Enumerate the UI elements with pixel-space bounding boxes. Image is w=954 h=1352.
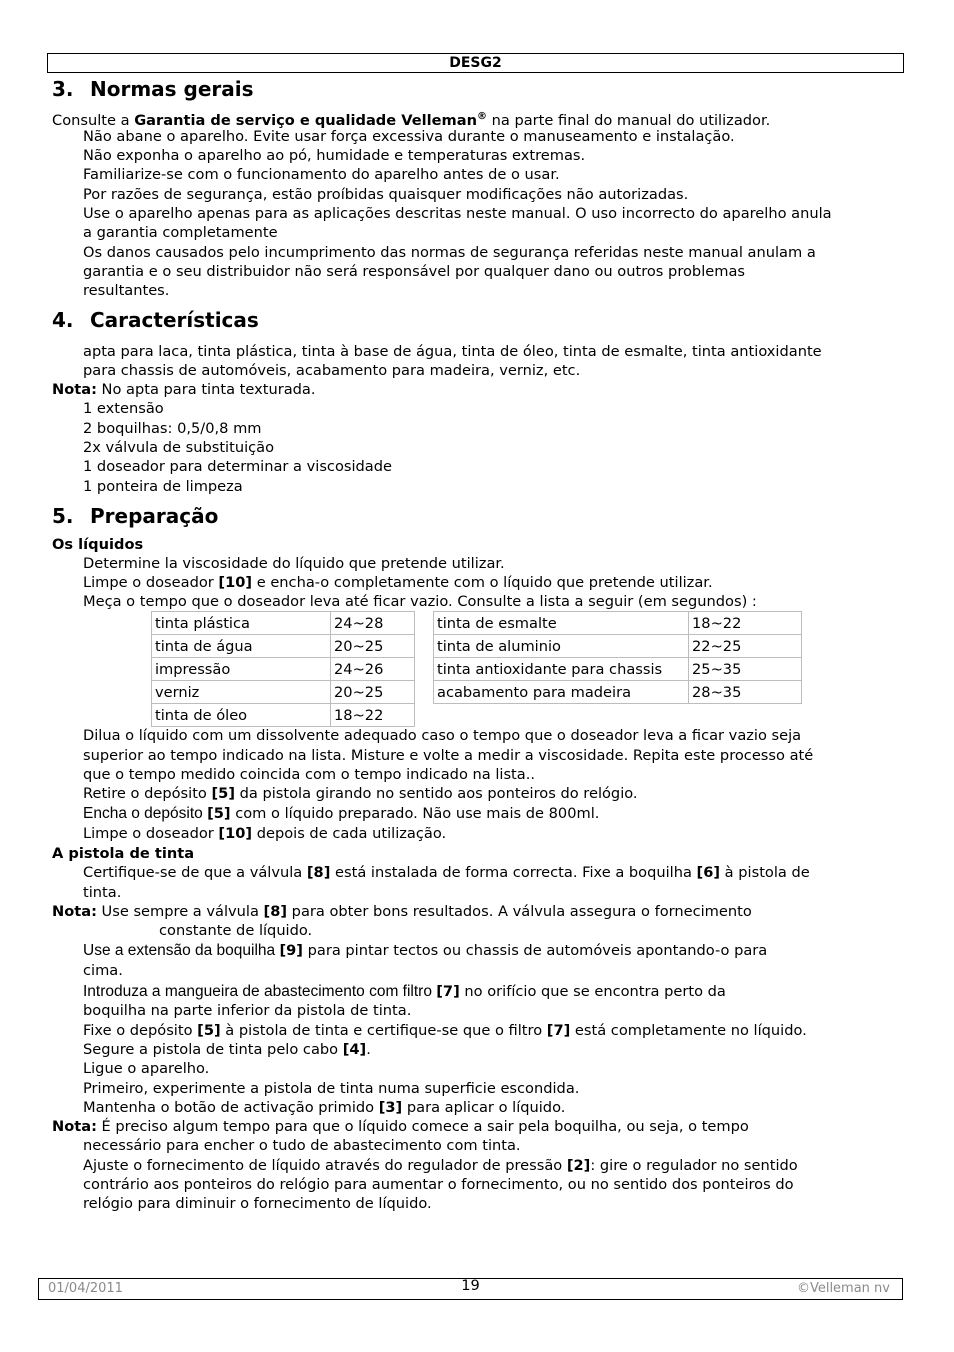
table-cell: tinta plástica (152, 612, 331, 635)
section-4-line: apta para laca, tinta plástica, tinta à base de água, tinta de óleo, tinta de esmalte, tinta antioxidante (83, 343, 822, 360)
section-5-line: Retire o depósito [5] da pistola girando no sentido aos ponteiros do relógio. (83, 785, 638, 802)
table-cell: verniz (152, 681, 331, 704)
table-cell: 25~35 (689, 658, 802, 681)
section-5-line: Limpe o doseador [10] e encha-o completamente com o líquido que pretende utilizar. (83, 574, 713, 591)
section-5-line: Primeiro, experimente a pistola de tinta numa superficie escondida. (83, 1080, 580, 1097)
note-delay: Nota: É preciso algum tempo para que o líquido comece a sair pela boquilha, ou seja, o tempo (52, 1118, 749, 1135)
note-valve: Nota: Use sempre a válvula [8] para obter bons resultados. A válvula assegura o fornecimento (52, 903, 752, 920)
section-4-line: para chassis de automóveis, acabamento para madeira, verniz, etc. (83, 362, 581, 379)
table-cell: 18~22 (331, 704, 415, 727)
section-3-line: Use o aparelho apenas para as aplicações descritas neste manual. O uso incorrecto do aparelho anula (83, 205, 832, 222)
page-number: 19 (461, 1277, 480, 1294)
table-cell: tinta de esmalte (434, 612, 689, 635)
section-3-line: a garantia completamente (83, 224, 278, 241)
section-5-line: cima. (83, 962, 123, 979)
table-row (434, 681, 802, 704)
section-3-line: Por razões de segurança, estão proíbidas quaisquer modificações não autorizadas. (83, 186, 689, 203)
footer-bar (38, 1278, 903, 1300)
section-3-line: Os danos causados pelo incumprimento das normas de segurança referidas neste manual anulam a (83, 244, 816, 261)
section-5-line: contrário aos ponteiros do relógio para aumentar o fornecimento, ou no sentido dos ponteiros do (83, 1176, 794, 1193)
section-5-line: Certifique-se de que a válvula [8] está instalada de forma correcta. Fixe a boquilha [6] à pistola de (83, 864, 810, 881)
section-5-line: Use a extensão da boquilha [9] para pintar tectos ou chassis de automóveis apontando-o para (83, 942, 768, 959)
table-cell: tinta de óleo (152, 704, 331, 727)
section-3-line: Familiarize-se com o funcionamento do aparelho antes de o usar. (83, 166, 560, 183)
section-5-line: Introduza a mangueira de abastecimento com filtro [7] no orifício que se encontra perto da (83, 983, 726, 1000)
section-5-line: Fixe o depósito [5] à pistola de tinta e certifique-se que o filtro [7] está completamente no líquido. (83, 1022, 807, 1039)
table-cell: 20~25 (331, 635, 415, 658)
section-5-line: Encha o depósito [5] com o líquido preparado. Não use mais de 800ml. (83, 805, 600, 822)
section-4-item: 2 boquilhas: 0,5/0,8 mm (83, 420, 262, 437)
table-cell: 18~22 (689, 612, 802, 635)
table-cell: 24~28 (331, 612, 415, 635)
table-row (152, 658, 415, 681)
viscosity-table-right (433, 611, 802, 704)
section-3-line: Não abane o aparelho. Evite usar força excessiva durante o manuseamento e instalação. (83, 128, 735, 145)
section-5-line: relógio para diminuir o fornecimento de líquido. (83, 1195, 432, 1212)
section-3-intro: Consulte a Garantia de serviço e qualidade Velleman® na parte final do manual do utilizador. (52, 111, 771, 129)
section-5-line: Ligue o aparelho. (83, 1060, 210, 1077)
section-5-line: Mantenha o botão de activação primido [3] para aplicar o líquido. (83, 1099, 566, 1116)
section-3-line: resultantes. (83, 282, 170, 299)
section-5-line: que o tempo medido coincida com o tempo indicado na lista.. (83, 766, 536, 783)
table-cell: 24~26 (331, 658, 415, 681)
section-3-line: garantia e o seu distribuidor não será responsável por qualquer dano ou outros problemas (83, 263, 745, 280)
section-4-item: 1 extensão (83, 400, 164, 417)
note-delay-cont: necessário para encher o tudo de abastecimento com tinta. (83, 1137, 521, 1154)
subheading-paint-gun: A pistola de tinta (52, 845, 195, 862)
section-5-line: superior ao tempo indicado na lista. Misture e volte a medir a viscosidade. Repita este processo até (83, 747, 814, 764)
section-5-line: Determine la viscosidade do líquido que pretende utilizar. (83, 555, 505, 572)
section-5-line: tinta. (83, 884, 122, 901)
table-row (434, 658, 802, 681)
section-5-line: Ajuste o fornecimento de líquido através do regulador de pressão [2]: gire o regulador no sentido (83, 1157, 798, 1174)
section-3-heading: 3. Normas gerais (52, 77, 254, 101)
viscosity-table-left (151, 611, 415, 727)
footer-copyright: ©Velleman nv (796, 1281, 890, 1296)
table-cell: 28~35 (689, 681, 802, 704)
footer-date: 01/04/2011 (48, 1281, 123, 1296)
subheading-liquids: Os líquidos (52, 536, 144, 553)
section-4-note: Nota: No apta para tinta texturada. (52, 381, 316, 398)
section-5-heading: 5. Preparação (52, 504, 219, 528)
section-5-line: boquilha na parte inferior da pistola de tinta. (83, 1002, 412, 1019)
section-4-item: 1 ponteira de limpeza (83, 478, 243, 495)
table-cell: 20~25 (331, 681, 415, 704)
section-4-item: 1 doseador para determinar a viscosidade (83, 458, 392, 475)
section-3-line: Não exponha o aparelho ao pó, humidade e temperaturas extremas. (83, 147, 586, 164)
section-5-line: Dilua o líquido com um dissolvente adequado caso o tempo que o doseador leva a ficar vazio seja (83, 727, 802, 744)
section-5-line: Segure a pistola de tinta pelo cabo [4]. (83, 1041, 371, 1058)
table-row (434, 612, 802, 635)
table-cell: tinta antioxidante para chassis (434, 658, 689, 681)
section-4-heading: 4. Características (52, 308, 259, 332)
note-valve-cont: constante de líquido. (159, 922, 313, 939)
model-code: DESG2 (449, 55, 502, 71)
table-row (152, 612, 415, 635)
section-5-line: Meça o tempo que o doseador leva até ficar vazio. Consulte a lista a seguir (em segundos) : (83, 593, 757, 610)
table-cell: tinta de água (152, 635, 331, 658)
table-row (152, 635, 415, 658)
table-cell: tinta de aluminio (434, 635, 689, 658)
section-4-item: 2x válvula de substituição (83, 439, 275, 456)
table-cell: 22~25 (689, 635, 802, 658)
table-cell: impressão (152, 658, 331, 681)
table-row (434, 635, 802, 658)
section-5-line: Limpe o doseador [10] depois de cada utilização. (83, 825, 447, 842)
header-bar (47, 53, 904, 73)
table-cell: acabamento para madeira (434, 681, 689, 704)
table-row (152, 704, 415, 727)
table-row (152, 681, 415, 704)
